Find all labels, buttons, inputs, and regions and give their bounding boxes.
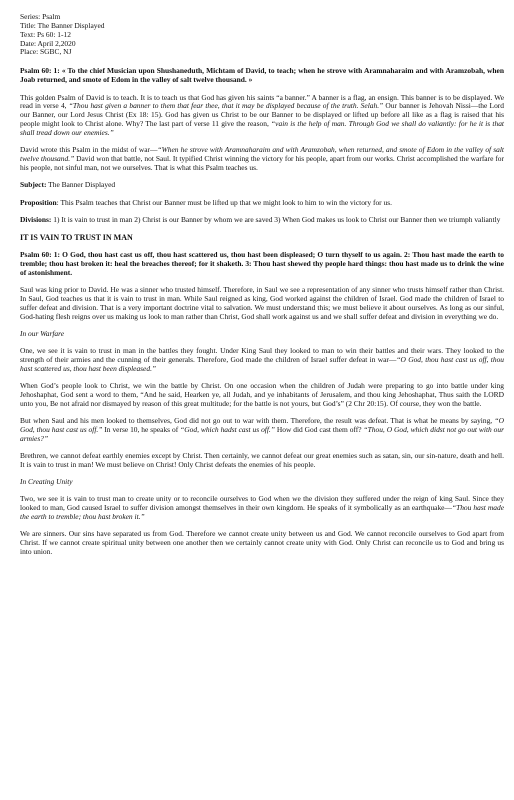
title-line: Title: The Banner Displayed — [20, 20, 105, 30]
text-run: David wrote this Psalm in the midst of war— — [20, 145, 158, 155]
quote-run: “O God, thou hast cast us off, thou hast scattered us, thou hast been displeased.” — [20, 354, 505, 373]
paragraph-war — [20, 146, 504, 173]
series-line: Series: Psalm — [20, 12, 61, 21]
text-run: David won that battle, not Saul. It typified Christ winning the victory for his people, apart from our works. Christ accomplished the warfare for his people, not sinful man, not we ourselves. That is what this Psalm teaches us. — [20, 154, 504, 173]
quote-run: “Thou hast given a banner to them that fear thee, that it may be displayed because of the truth. Selah.” — [68, 101, 384, 111]
paragraph-saul: Saul was king prior to David. He was a sinner who trusted himself. Therefore, in Saul we see a representation of any sinner who trusts himself rather than Christ. In Saul, God teaches us that it is vain to trust in man. While Saul reigned as king, God worked against the children of Israel. God made the children of Israel to suffer defeat and division. That is a very important doctrine vital to salvation. We must understand this; we must believe it about ourselves. As long as our sinful, God-hating flesh reigns over us making us look to man rather than Christ, God shall work against us and we shall suffer defeat and division in everything we do. — [20, 285, 504, 321]
section-heading: IT IS VAIN TO TRUST IN MAN — [20, 233, 133, 243]
subject-text: The Banner Displayed — [46, 180, 116, 190]
text-run: In verse 10, he speaks of — [102, 424, 181, 434]
text-line: Text: Ps 60: 1-12 — [20, 29, 71, 39]
paragraph-division — [20, 495, 504, 522]
intro-verse: Psalm 60: 1: « To the chief Musician upon Shushaneduth, Michtam of David, to teach; when he strove with Aramnaharaim and with Aramzobah, when Joab returned, and smote of Edom in the valley of salt twelve thousand. » — [20, 66, 504, 85]
subheading-unity: In Creating Unity — [20, 477, 73, 487]
paragraph-cast-off — [20, 417, 504, 444]
text-run: How did God cast them off? — [274, 424, 364, 434]
paragraph-banner — [20, 94, 504, 138]
paragraph-battles — [20, 347, 504, 374]
paragraph-sinners: We are sinners. Our sins have separated us from God. Therefore we cannot create unity between us and God. We cannot reconcile ourselves to God apart from Christ. If we cannot create spiritual unity between one another then we certainly cannot create unity with God. Only Christ can reconcile us to God and bring us into union. — [20, 529, 504, 556]
text-run: But when Saul and his men looked to themselves, God did not go out to war with them. Therefore, the result was defeat. That is what he means by saying, — [20, 416, 495, 426]
quote-run: “Thou, O God, which didst not go out with our armies?” — [20, 424, 505, 443]
date-line: Date: April 2,2020 — [20, 38, 76, 48]
divisions-text: 1) It is vain to trust in man 2) Christ is our Banner by whom we are saved 3) When God makes us look to Christ our Banner then we triumph valiantly — [51, 215, 501, 225]
paragraph-jehoshaphat: When God’s people look to Christ, we win the battle by Christ. On one occasion when the children of Judah were preparing to go into battle under king Jehoshaphat, God sent a word to them, “And he said, Hearken ye, all Judah, and ye inhabitants of Jerusalem, and thou king Jehoshaphat, Thus saith the LORD unto you, Be not afraid nor dismayed by reason of this great multitude; for the battle is not yours, but God’s” (2 Chr 20:15). Of course, they won the battle. — [20, 380, 504, 408]
place-line: Place: SGBC, NJ — [20, 47, 72, 57]
subject-label: Subject: — [20, 180, 47, 190]
text-run: Our banner is Jehovah Nissi—the Lord our Banner, our Lord Jesus Christ (Ex 18: 15). God has given us Christ to be our Banner to be displayed or lifted up before all like as a flag is raised that his people might look to Christ alone. Why? The last part of verse 11 give the reason, — [20, 101, 504, 129]
quote-run: “O God, thou hast cast us off.” — [20, 416, 504, 434]
proposition-line — [20, 199, 504, 208]
text-run: Two, we see it is vain to trust man to create unity or to reconcile ourselves to God when we the division they suffered under the reign of king Saul. Since they looked to man, God caused Israel to suffer division amongst themselves in their own kingdom. He speaks of it symbolically as an earthquake— — [20, 494, 504, 513]
divisions-line — [20, 216, 504, 225]
text-run: This golden Psalm of David is to teach. It is to teach us that God has given his saints “a banner.” A banner is a flag, an ensign. This banner is to be displayed. We read in verse 4, — [20, 92, 504, 111]
proposition-text: : This Psalm teaches that Christ our Banner must be lifted up that we might look to him to win the victory for us. — [56, 197, 392, 207]
divisions-label: Divisions: — [20, 215, 52, 225]
quote-run: “God, which hadst cast us off.” — [180, 424, 275, 434]
proposition-label: Proposition — [20, 197, 57, 207]
subject-line — [20, 181, 504, 190]
quote-run: “When he strove with Aramnaharaim and with Aramzobah, when returned, and smote of Edom in the valley of salt twelve thousand.” — [20, 145, 504, 164]
quote-run: “Thou hast made the earth to tremble; thou hast broken it.” — [20, 503, 505, 521]
verse-passage: Psalm 60: 1: O God, thou hast cast us off, thou hast scattered us, thou hast been displeased; O turn thyself to us again. 2: Thou hast made the earth to tremble; thou hast broken it: heal the breaches thereof; for it shaketh. 3: Thou hast shewed thy people hard things: thou hast made us to drink the wine of astonishment. — [20, 249, 504, 277]
quote-run: “vain is the help of man. Through God we shall do valiantly: for he it is that shall tread down our enemies.” — [20, 119, 504, 137]
sermon-metadata — [20, 13, 504, 57]
subheading-warfare: In our Warfare — [20, 329, 65, 338]
paragraph-enemies: Brethren, we cannot defeat earthly enemies except by Christ. Then certainly, we cannot defeat our great enemies such as satan, sin, our sin-nature, death and hell. It is vain to trust in man! We must believe on Christ! Only Christ defeats the enemies of his people. — [20, 451, 504, 469]
text-run: One, we see it is vain to trust in man in the battles they fought. Under King Saul they looked to man to win their battles and their wars. They looked to the strength of their armies and the cunning of their generals. Therefore, God made the children of Israel suffer defeat in war— — [20, 345, 504, 364]
